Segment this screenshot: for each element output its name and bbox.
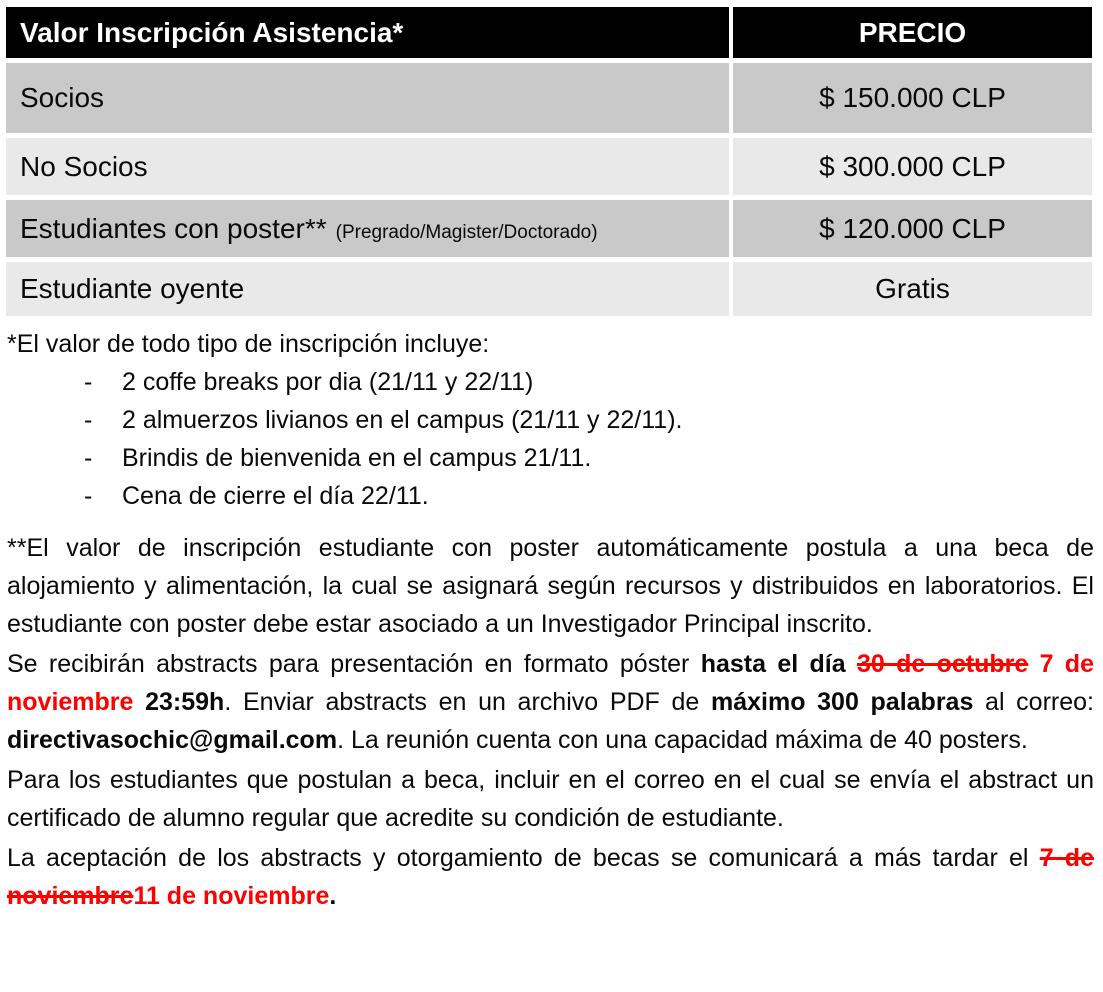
bullet-dash: - <box>84 406 93 434</box>
new-acceptance-date: 11 de noviembre <box>133 882 330 910</box>
row-label-socios: Socios <box>6 63 729 133</box>
sentence-period: . <box>329 882 337 910</box>
table-header-row <box>6 7 1092 58</box>
row-label-text <box>20 213 598 245</box>
row-label-no-socios: No Socios <box>6 138 729 195</box>
old-deadline-strikethrough: 30 de octubre <box>856 650 1029 678</box>
text-segment: Se recibirán abstracts para presentación en formato póster <box>7 650 701 678</box>
row-label-main: Estudiantes con poster** <box>20 212 327 244</box>
paragraph-acceptance-date <box>7 839 1094 915</box>
pricing-table <box>6 7 1092 316</box>
row-price-estudiantes-poster: $ 120.000 CLP <box>733 200 1092 257</box>
row-price-socios: $ 150.000 CLP <box>733 63 1092 133</box>
bullet-dash: - <box>84 444 93 472</box>
paragraph-beca-info: **El valor de inscripción estudiante con poster automáticamente postula a una beca de alojamiento y alimentación, la cual se asignará según recursos y distribuidos en laboratorios. El estudiante con poster debe estar asociado a un Investigador Principal inscrito. <box>7 534 1094 638</box>
text-segment: . La reunión cuenta con una capacidad máxima de 40 posters. <box>337 726 1028 754</box>
table-row <box>6 138 1092 195</box>
list-item <box>7 439 1094 477</box>
list-item <box>7 401 1094 439</box>
bullet-text: 2 coffe breaks por dia (21/11 y 22/11) <box>122 368 534 396</box>
bullet-dash: - <box>84 482 93 510</box>
bullet-dash: - <box>84 368 93 396</box>
row-label-note: (Pregrado/Magister/Doctorado) <box>335 221 598 243</box>
row-label-estudiantes-poster <box>6 200 729 257</box>
table-row <box>6 262 1092 316</box>
new-deadline: 7 de noviembre <box>7 650 1094 716</box>
text-segment: La aceptación de los abstracts y otorgamiento de becas se comunicará a más tardar el <box>7 844 1040 872</box>
row-price-estudiante-oyente: Gratis <box>733 262 1092 316</box>
table-row <box>6 200 1092 257</box>
includes-intro: *El valor de todo tipo de inscripción incluye: <box>7 330 490 358</box>
old-acceptance-date-strikethrough: 7 de noviembre <box>7 844 1094 910</box>
deadline-time: 23:59h <box>145 688 225 716</box>
deadline-label: hasta el día <box>700 650 857 678</box>
word-limit: máximo 300 palabras <box>710 688 974 716</box>
text-segment: . Enviar abstracts en un archivo PDF de <box>224 688 711 716</box>
text-segment: al correo: <box>973 688 1094 716</box>
bullet-text: Cena de cierre el día 22/11. <box>122 482 429 510</box>
email-address: directivasochic@gmail.com <box>7 726 338 754</box>
notes-section <box>0 321 1103 915</box>
bullet-text: Brindis de bienvenida en el campus 21/11. <box>122 444 592 472</box>
paragraph-abstract-deadline <box>7 645 1094 759</box>
table-header-price: PRECIO <box>733 7 1092 58</box>
list-item <box>7 477 1094 515</box>
list-item <box>7 363 1094 401</box>
table-header-category: Valor Inscripción Asistencia* <box>6 7 729 58</box>
row-label-estudiante-oyente: Estudiante oyente <box>6 262 729 316</box>
row-price-no-socios: $ 300.000 CLP <box>733 138 1092 195</box>
table-row <box>6 63 1092 133</box>
bullet-text: 2 almuerzos livianos en el campus (21/11 y 22/11). <box>122 406 683 434</box>
paragraph-beca-certificate: Para los estudiantes que postulan a beca, incluir en el correo en el cual se envía el abstract un certificado de alumno regular que acredite su condición de estudiante. <box>7 766 1094 832</box>
